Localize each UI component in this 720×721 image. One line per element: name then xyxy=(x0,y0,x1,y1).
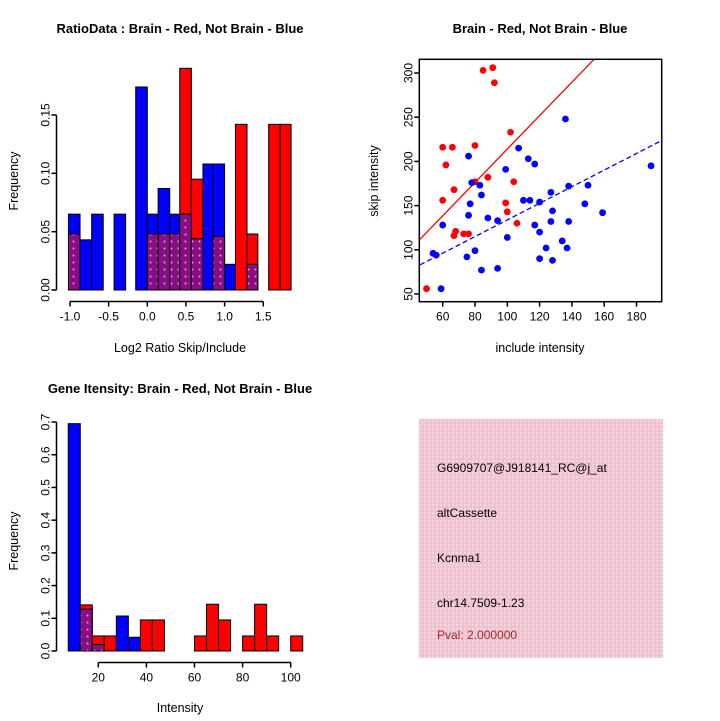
data-point xyxy=(548,189,555,196)
overlap-bar xyxy=(170,234,180,290)
blue-bar xyxy=(114,214,126,290)
x-tick-label: 120 xyxy=(529,309,550,324)
y-tick-label: 50 xyxy=(401,287,416,301)
data-point xyxy=(548,218,555,225)
red-bar xyxy=(280,124,291,290)
red-bar xyxy=(104,636,116,651)
data-point xyxy=(531,222,538,229)
data-point xyxy=(510,178,517,185)
data-point xyxy=(559,238,566,245)
y-tick-label: 200 xyxy=(401,151,416,172)
gene-histogram-xlabel: Intensity xyxy=(156,701,204,715)
red-bar xyxy=(267,636,279,651)
data-point xyxy=(564,245,571,252)
x-tick-label: 80 xyxy=(235,670,250,685)
data-point xyxy=(423,285,430,292)
data-point xyxy=(480,67,487,74)
x-tick-label: 180 xyxy=(626,309,647,324)
y-tick-label: 0.3 xyxy=(38,544,53,562)
histogram-bars xyxy=(68,424,302,651)
data-point xyxy=(491,79,498,86)
y-tick-label: 0.6 xyxy=(38,446,53,464)
x-tick-label: 20 xyxy=(91,670,105,685)
data-point xyxy=(525,155,532,162)
data-point xyxy=(599,209,606,216)
red-bar xyxy=(255,604,267,651)
y-tick-label: 0.4 xyxy=(38,511,53,529)
gene-histogram-ylabel: Frequency xyxy=(7,511,21,571)
panel-ratio-histogram xyxy=(0,0,360,360)
data-point xyxy=(514,220,521,227)
data-point xyxy=(465,153,472,160)
overlap-bar xyxy=(68,234,80,290)
data-point xyxy=(438,285,445,292)
y-tick-label: 0.15 xyxy=(38,103,53,127)
data-point xyxy=(502,166,509,173)
data-point xyxy=(520,197,527,204)
ratio-histogram-plot xyxy=(0,0,360,360)
data-point xyxy=(439,222,446,229)
data-point xyxy=(515,145,522,152)
data-point xyxy=(536,199,543,206)
y-axis xyxy=(39,413,57,659)
x-axis xyxy=(436,302,647,324)
x-tick-label: -1.0 xyxy=(59,309,81,324)
data-point xyxy=(439,197,446,204)
y-tick-label: 0.10 xyxy=(38,161,53,186)
red-bar xyxy=(269,124,281,290)
data-point xyxy=(585,182,592,189)
data-point xyxy=(478,192,485,199)
pval-text: Pval: 2.000000 xyxy=(437,628,518,642)
overlap-bar xyxy=(191,239,203,290)
data-point xyxy=(502,200,509,207)
x-tick-label: 60 xyxy=(187,670,202,685)
data-point xyxy=(476,182,483,189)
x-tick-label: 100 xyxy=(497,309,518,324)
y-tick-label: 150 xyxy=(401,195,416,216)
data-point xyxy=(527,197,534,204)
data-point xyxy=(536,255,543,262)
blue-bar xyxy=(92,214,104,290)
blue-bar xyxy=(68,424,80,651)
x-tick-label: 40 xyxy=(139,670,154,685)
x-tick-label: 1.5 xyxy=(254,309,272,324)
x-tick-label: 60 xyxy=(436,309,450,324)
plot-box xyxy=(419,59,661,301)
data-point xyxy=(507,129,514,136)
splice-type-text: altCassette xyxy=(437,506,498,520)
red-bar xyxy=(235,124,247,290)
ratio-histogram-xlabel: Log2 Ratio Skip/Include xyxy=(113,341,247,355)
y-tick-label: 0.7 xyxy=(38,413,53,431)
y-tick-label: 300 xyxy=(401,62,416,84)
overlap-bar xyxy=(158,234,170,290)
y-tick-label: 0.2 xyxy=(38,577,53,594)
data-point xyxy=(581,200,588,207)
red-bar xyxy=(207,604,219,651)
y-tick-label: 0.00 xyxy=(38,278,53,302)
data-point xyxy=(449,144,456,151)
blue-bar xyxy=(136,87,148,290)
x-tick-label: 0.0 xyxy=(138,309,156,324)
data-point xyxy=(494,265,501,272)
data-point xyxy=(472,142,479,149)
data-point xyxy=(489,64,496,71)
overlap-bar xyxy=(92,644,104,651)
data-point xyxy=(531,161,538,168)
data-point xyxy=(451,186,458,193)
data-point xyxy=(504,208,511,215)
y-tick-label: 100 xyxy=(401,239,416,260)
overlap-bar xyxy=(80,609,92,651)
y-tick-label: 0.1 xyxy=(38,609,53,627)
data-point xyxy=(549,208,556,215)
red-bar xyxy=(219,620,231,651)
data-point xyxy=(485,174,492,181)
gene-histogram-plot xyxy=(0,360,360,720)
data-point xyxy=(468,179,475,186)
x-axis xyxy=(60,302,272,324)
overlap-bar xyxy=(147,234,158,290)
overlap-bar xyxy=(213,236,225,290)
data-point xyxy=(464,253,471,260)
x-axis xyxy=(92,663,301,685)
data-point xyxy=(451,232,458,239)
gene-info-box xyxy=(419,419,663,658)
data-point xyxy=(433,252,440,259)
red-bar xyxy=(152,620,164,651)
y-tick-label: 0.0 xyxy=(38,642,53,660)
gene-histogram-title: Gene Itensity: Brain - Red, Not Brain - Blue xyxy=(47,381,313,396)
gene-name-text: Kcnma1 xyxy=(437,551,482,565)
y-axis xyxy=(402,63,420,301)
x-tick-label: 0.5 xyxy=(177,309,195,324)
data-point xyxy=(465,230,472,237)
x-tick-label: 80 xyxy=(468,309,482,324)
x-tick-label: 1.0 xyxy=(216,309,233,324)
y-tick-label: 0.05 xyxy=(38,219,53,244)
panel-gene-histogram xyxy=(0,360,360,720)
x-tick-label: 100 xyxy=(280,670,301,685)
blue-bar xyxy=(225,264,236,290)
data-point xyxy=(565,183,572,190)
data-point xyxy=(485,215,492,222)
data-point xyxy=(443,162,450,169)
ratio-histogram-ylabel: Frequency xyxy=(7,151,21,211)
probe-id-text: G6909707@J918141_RC@j_at xyxy=(437,461,607,475)
scatter-xlabel: include intensity xyxy=(495,341,585,355)
x-tick-label: 160 xyxy=(594,309,615,324)
red-bar xyxy=(140,620,152,651)
overlap-bar xyxy=(247,264,258,290)
x-tick-label: 140 xyxy=(561,309,582,324)
data-point xyxy=(494,217,501,224)
data-point xyxy=(549,257,556,264)
blue-bar xyxy=(203,164,213,290)
data-point xyxy=(536,229,543,236)
y-axis xyxy=(39,103,57,302)
ratio-histogram-title: RatioData : Brain - Red, Not Brain - Blue xyxy=(56,21,304,36)
data-point xyxy=(565,218,572,225)
data-point xyxy=(472,247,479,254)
data-point xyxy=(562,116,569,123)
data-point xyxy=(543,245,550,252)
not-brain-points xyxy=(430,116,655,293)
data-point xyxy=(439,144,446,151)
blue-bar xyxy=(128,637,140,651)
data-point xyxy=(648,162,655,169)
overlap-bar xyxy=(180,214,192,290)
red-bar xyxy=(195,636,207,651)
scatter-title: Brain - Red, Not Brain - Blue xyxy=(452,21,628,36)
scatter-plot xyxy=(360,0,720,360)
histogram-bars xyxy=(68,68,291,290)
blue-bar xyxy=(80,240,92,290)
data-point xyxy=(465,212,472,219)
panel-scatter xyxy=(360,0,720,360)
x-tick-label: -0.5 xyxy=(98,309,119,324)
data-point xyxy=(478,267,485,274)
data-point xyxy=(504,234,511,241)
data-point xyxy=(467,200,474,207)
red-bar xyxy=(291,636,303,651)
red-bar xyxy=(243,636,255,651)
chromosome-location-text: chr14.7509-1.23 xyxy=(437,596,525,610)
y-tick-label: 250 xyxy=(401,107,416,128)
scatter-ylabel: skip intensity xyxy=(367,145,381,217)
panel-info-box xyxy=(360,360,720,720)
y-tick-label: 0.5 xyxy=(38,479,53,496)
blue-bar xyxy=(116,616,128,651)
